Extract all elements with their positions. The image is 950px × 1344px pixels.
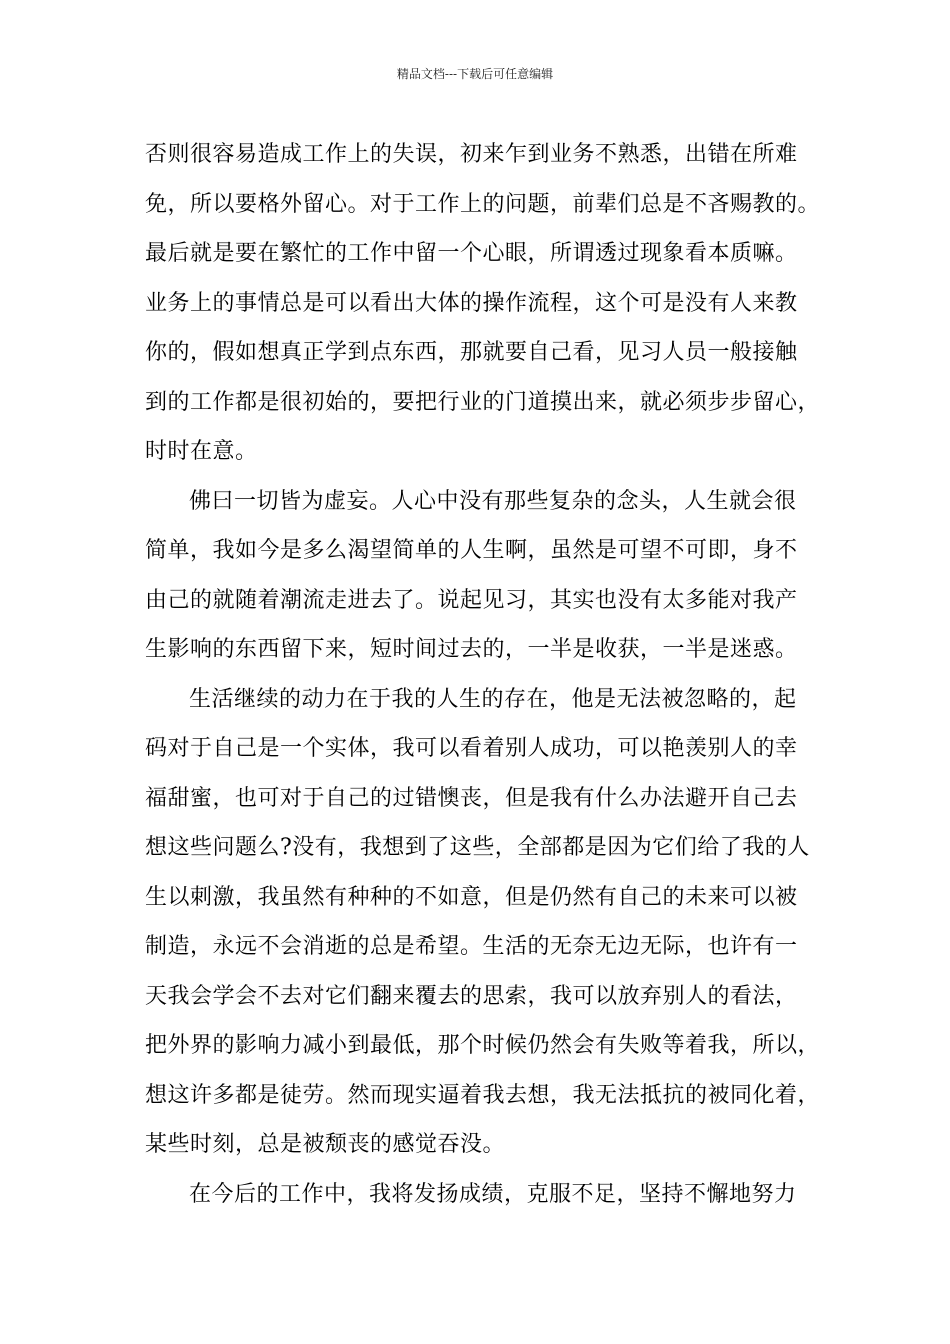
text-line: 想这许多都是徒劳。然而现实逼着我去想，我无法抵抗的被同化着， [145, 1082, 821, 1108]
text-line: 最后就是要在繁忙的工作中留一个心眼，所谓透过现象看本质嘛。 [145, 241, 798, 266]
text-line: 业务上的事情总是可以看出大体的操作流程，这个可是没有人来教 [145, 290, 798, 316]
paragraph-start-line: 生活继续的动力在于我的人生的存在，他是无法被忽略的，起 [189, 686, 797, 712]
text-line: 生影响的东西留下来，短时间过去的，一半是收获，一半是迷惑。 [145, 637, 798, 662]
text-line: 制造，永远不会消逝的总是希望。生活的无奈无边无际，也许有一 [145, 934, 798, 959]
text-line: 你的，假如想真正学到点东西，那就要自己看，见习人员一般接触 [145, 340, 798, 365]
body-text [145, 130, 825, 1219]
text-line: 码对于自己是一个实体，我可以看着别人成功，可以艳羡别人的幸 [145, 736, 798, 761]
paragraph-start-line: 佛曰一切皆为虚妄。人心中没有那些复杂的念头，人生就会很 [189, 488, 797, 514]
text-line: 否则很容易造成工作上的失误，初来乍到业务不熟悉，出错在所难 [145, 142, 798, 167]
page-header: 精品文档---下载后可任意编辑 [396, 67, 554, 81]
text-line: 由己的就随着潮流走进去了。说起见习，其实也没有太多能对我产 [145, 587, 798, 613]
paragraph-start-line: 在今后的工作中，我将发扬成绩，克服不足，坚持不懈地努力 [189, 1181, 797, 1207]
text-line: 把外界的影响力减小到最低，那个时候仍然会有失败等着我，所以， [145, 1033, 821, 1058]
text-line: 福甜蜜，也可对于自己的过错懊丧，但是我有什么办法避开自己去 [145, 785, 798, 811]
text-line: 到的工作都是很初始的，要把行业的门道摸出来，就必须步步留心， [145, 389, 821, 415]
text-line: 免，所以要格外留心。对于工作上的问题，前辈们总是不吝赐教的。 [145, 191, 821, 217]
text-line: 简单，我如今是多么渴望简单的人生啊，虽然是可望不可即，身不 [145, 538, 798, 563]
text-line: 某些时刻，总是被颓丧的感觉吞没。 [145, 1132, 506, 1157]
text-line: 天我会学会不去对它们翻来覆去的思索，我可以放弃别人的看法， [145, 983, 798, 1009]
text-line: 生以刺激，我虽然有种种的不如意，但是仍然有自己的未来可以被 [145, 884, 798, 910]
text-line: 时时在意。 [145, 439, 258, 464]
text-line: 想这些问题么?没有，我想到了这些，全部都是因为它们给了我的人 [145, 835, 810, 860]
